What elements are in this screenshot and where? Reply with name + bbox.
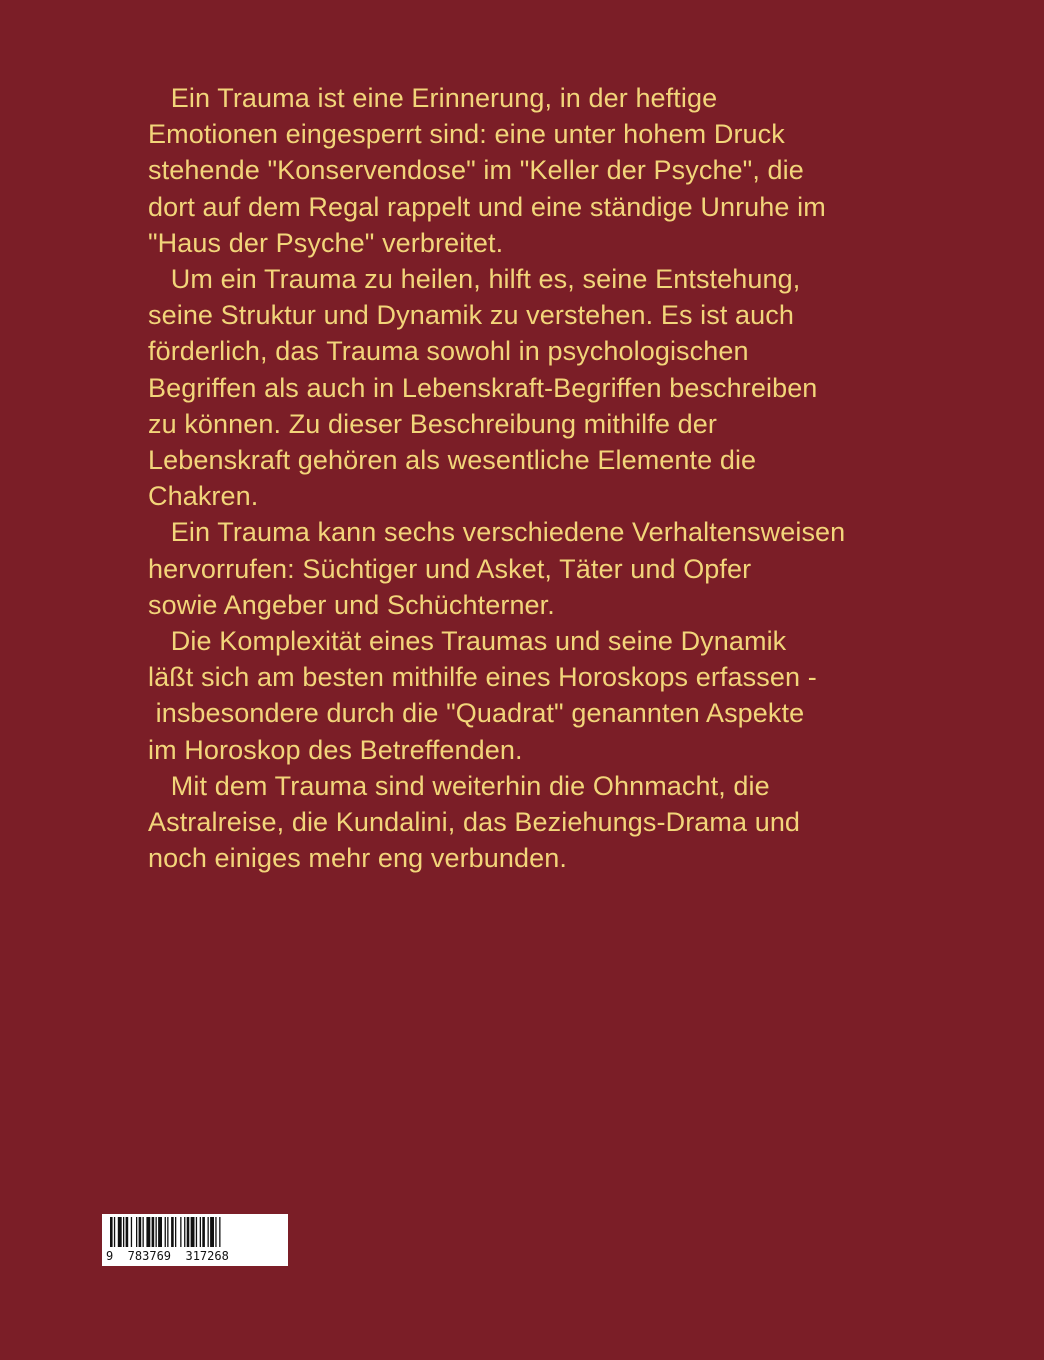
blurb-line: Lebenskraft gehören als wesentliche Elemente die bbox=[148, 445, 757, 476]
barcode-bar bbox=[208, 1217, 209, 1247]
barcode-bar bbox=[136, 1217, 137, 1247]
barcode-bar bbox=[215, 1217, 216, 1247]
barcode-bar bbox=[175, 1217, 176, 1247]
blurb-line: Astralreise, die Kundalini, das Beziehungs-Drama und bbox=[148, 807, 801, 838]
blurb-line: insbesondere durch die "Quadrat" genannten Aspekte bbox=[148, 698, 805, 729]
barcode-digits: 9 783769 317268 bbox=[106, 1249, 229, 1263]
blurb-line: Ein Trauma ist eine Erinnerung, in der heftige bbox=[148, 83, 718, 113]
barcode-bar bbox=[187, 1217, 190, 1247]
blurb-line: Mit dem Trauma sind weiterhin die Ohnmacht, die bbox=[148, 770, 770, 801]
blurb-line: "Haus der Psyche" verbreitet. bbox=[148, 227, 504, 258]
barcode-bar bbox=[191, 1217, 195, 1247]
barcode-bar bbox=[200, 1217, 201, 1247]
blurb-line: zu können. Zu dieser Beschreibung mithilfe der bbox=[148, 408, 717, 439]
barcode-bar bbox=[143, 1217, 144, 1247]
blurb-line: läßt sich am besten mithilfe eines Horoskops erfassen - bbox=[148, 662, 817, 693]
barcode-bar bbox=[146, 1217, 150, 1247]
blurb-line: Emotionen eingesperrt sind: eine unter hohem Druck bbox=[148, 119, 785, 150]
barcode-bar bbox=[167, 1217, 168, 1247]
blurb-line: Ein Trauma kann sechs verschiedene Verhaltensweisen bbox=[148, 517, 846, 548]
barcode-bar bbox=[118, 1217, 122, 1247]
blurb-text bbox=[148, 80, 908, 876]
barcode-bar bbox=[139, 1217, 142, 1247]
blurb-line: dort auf dem Regal rappelt und eine ständige Unruhe im bbox=[148, 191, 826, 222]
barcode-bar bbox=[123, 1217, 124, 1247]
barcode-bar bbox=[114, 1217, 115, 1247]
blurb-line: im Horoskop des Betreffenden. bbox=[148, 734, 523, 765]
blurb-line: stehende "Konservendose" im "Keller der Psyche", die bbox=[148, 155, 804, 186]
blurb-line: hervorrufen: Süchtiger und Asket, Täter und Opfer bbox=[148, 553, 752, 584]
blurb-line: Um ein Trauma zu heilen, hilft es, seine Entstehung, bbox=[148, 264, 801, 295]
barcode-bar bbox=[131, 1217, 132, 1247]
barcode-bar bbox=[171, 1217, 174, 1247]
barcode-bars bbox=[110, 1217, 280, 1247]
blurb-line: förderlich, das Trauma sowohl in psychologischen bbox=[148, 336, 749, 367]
barcode-bar bbox=[158, 1217, 162, 1247]
blurb-line: sowie Angeber und Schüchterner. bbox=[148, 589, 555, 620]
isbn-barcode bbox=[102, 1214, 288, 1266]
barcode-bar bbox=[180, 1217, 181, 1247]
barcode-bar bbox=[210, 1217, 214, 1247]
blurb-line: Chakren. bbox=[148, 481, 259, 512]
blurb-line: Begriffen als auch in Lebenskraft-Begriffen beschreiben bbox=[148, 372, 818, 403]
barcode-bar bbox=[126, 1217, 129, 1247]
blurb-line: noch einiges mehr eng verbunden. bbox=[148, 843, 567, 874]
blurb-line: seine Struktur und Dynamik zu verstehen. Es ist auch bbox=[148, 300, 795, 331]
barcode-bar bbox=[196, 1217, 197, 1247]
barcode-bar bbox=[219, 1217, 220, 1247]
barcode-bar bbox=[152, 1217, 155, 1247]
barcode-bar bbox=[165, 1217, 166, 1247]
barcode-bar bbox=[184, 1217, 185, 1247]
blurb-line: Die Komplexität eines Traumas und seine Dynamik bbox=[148, 626, 787, 657]
barcode-bar bbox=[156, 1217, 157, 1247]
barcode-bar bbox=[110, 1217, 113, 1247]
barcode-bar bbox=[202, 1217, 205, 1247]
